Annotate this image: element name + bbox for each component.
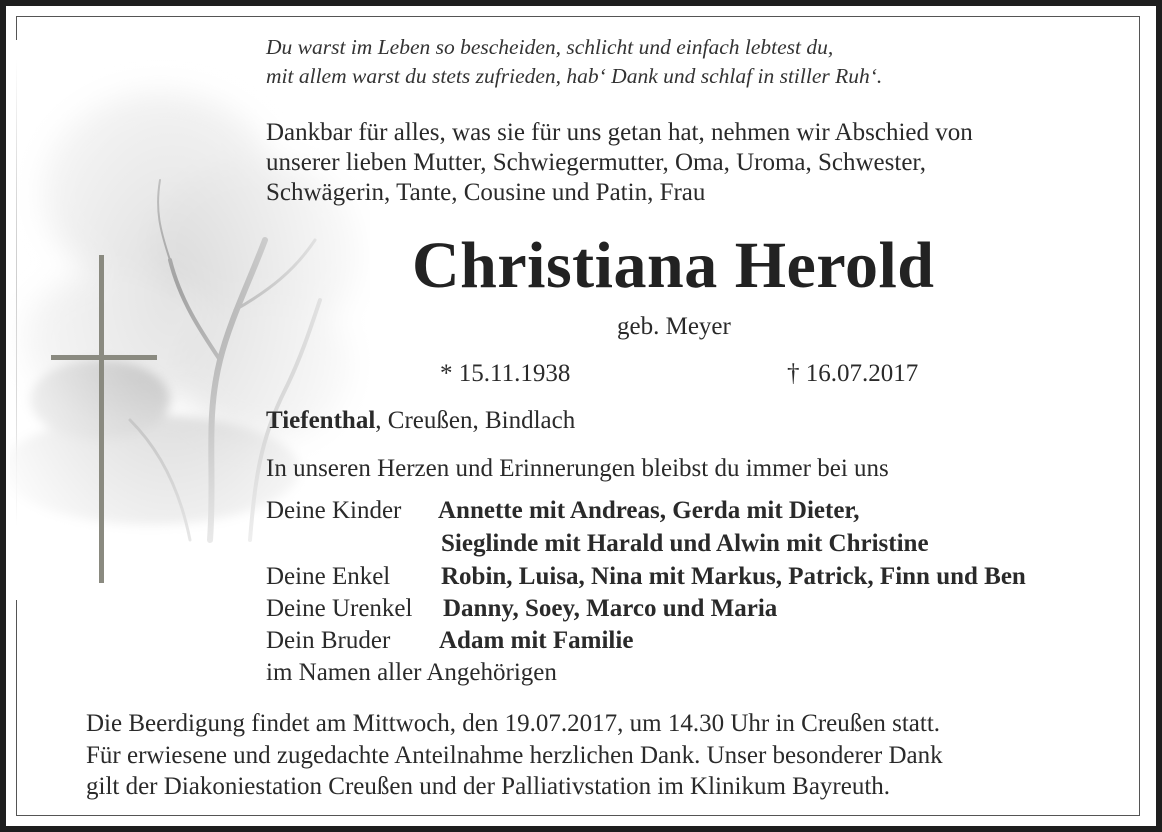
mourner-names: Danny, Soey, Marco und Maria — [443, 595, 778, 622]
funeral-line: Die Beerdigung findet am Mittwoch, den 19.07.2017, um 14.30 Uhr in Creußen statt. — [86, 710, 941, 737]
mourner-relation: Dein Bruder — [266, 627, 391, 654]
maiden-name: geb. Meyer — [617, 313, 731, 340]
mourner-names: Adam mit Familie — [439, 627, 634, 654]
motto-line: mit allem warst du stets zufrieden, hab‘ Dank und schlaf in stiller Ruh‘. — [266, 64, 883, 88]
death-date: † 16.07.2017 — [787, 360, 919, 387]
funeral-line: Für erwiesene und zugedachte Anteilnahme herzlichen Dank. Unser besonderer Dank — [86, 741, 943, 769]
mourner-names: Sieglinde mit Harald und Alwin mit Christine — [441, 530, 929, 557]
intro-line: unserer lieben Mutter, Schwiegermutter, Oma, Uroma, Schwester, — [266, 149, 926, 176]
hometown-rest: , Creußen, Bindlach — [375, 407, 576, 434]
mourner-relation: Deine Kinder — [266, 497, 402, 524]
motto-verse — [266, 33, 882, 91]
motto-line: Du warst im Leben so bescheiden, schlicht und einfach lebtest du, — [266, 35, 834, 59]
cross-icon — [0, 0, 200, 600]
intro-line: Schwägerin, Tante, Cousine und Patin, Frau — [266, 179, 706, 206]
intro-text — [266, 118, 973, 208]
deceased-name: Christiana Herold — [412, 229, 935, 302]
hometown-line — [266, 407, 575, 435]
memory-line: In unseren Herzen und Erinnerungen bleibst du immer bei uns — [266, 455, 889, 482]
hometown-main: Tiefenthal — [266, 407, 376, 434]
mourner-relation: Deine Enkel — [266, 563, 391, 590]
mourner-relation: Deine Urenkel — [266, 595, 413, 622]
mourner-names: Annette mit Andreas, Gerda mit Dieter, — [438, 497, 860, 524]
closing-line: im Namen aller Angehörigen — [266, 659, 557, 686]
funeral-info — [86, 708, 943, 803]
birth-date: * 15.11.1938 — [440, 360, 571, 387]
mourner-names: Robin, Luisa, Nina mit Markus, Patrick, Finn und Ben — [441, 563, 1026, 590]
funeral-line: gilt der Diakoniestation Creußen und der Palliativstation im Klinikum Bayreuth. — [86, 773, 891, 800]
intro-line: Dankbar für alles, was sie für uns getan hat, nehmen wir Abschied von — [266, 119, 973, 146]
